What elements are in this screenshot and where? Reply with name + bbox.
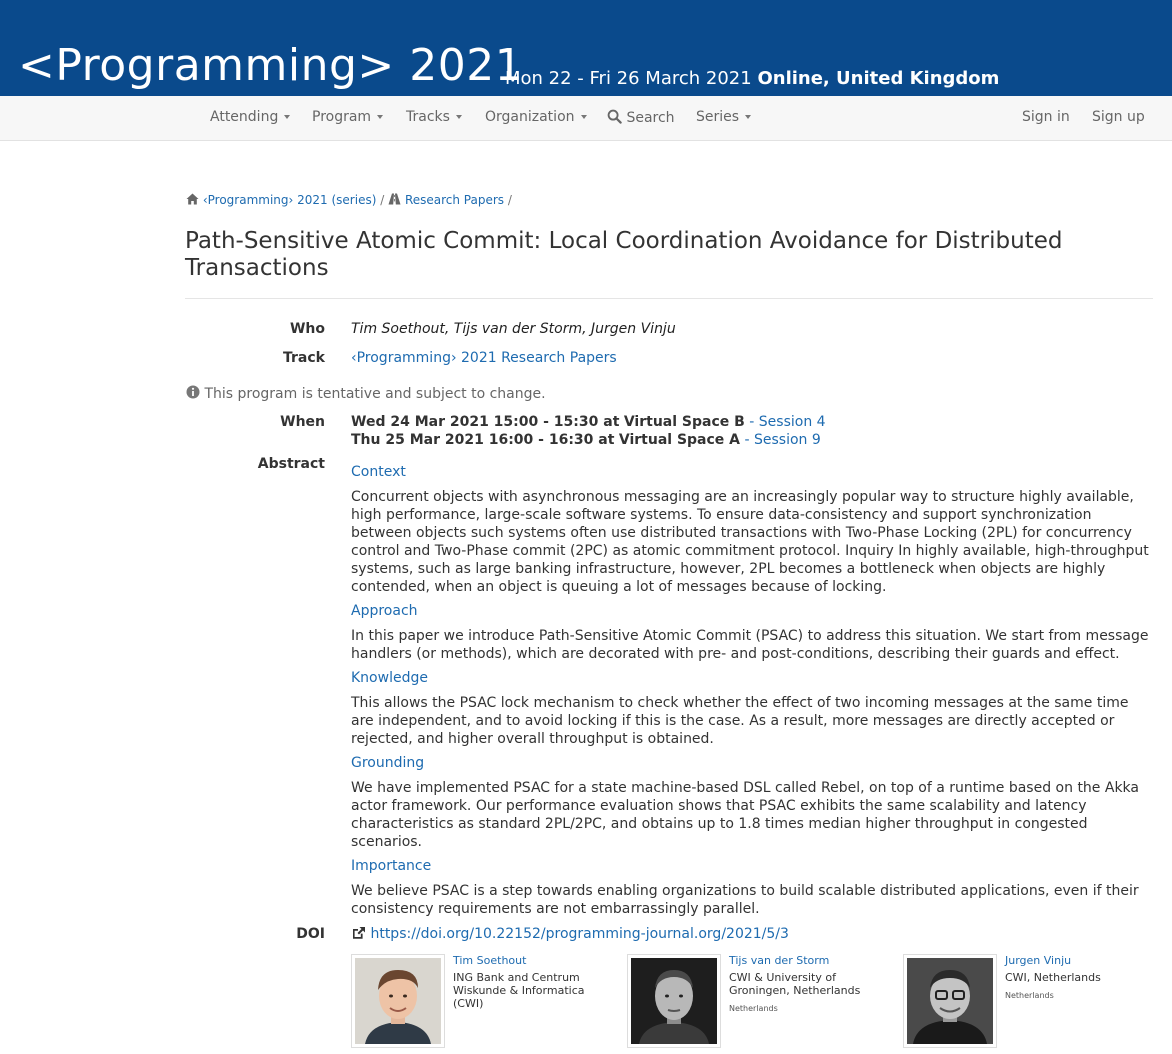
author-name[interactable]: Tim Soethout [351, 321, 445, 337]
info-icon [186, 385, 200, 399]
track-label: Track [283, 350, 325, 366]
breadcrumb-separator: / [380, 193, 385, 207]
abstract-heading: Grounding [351, 755, 425, 771]
home-icon [186, 193, 199, 205]
breadcrumb [186, 193, 512, 207]
nav-tracks[interactable] [406, 109, 462, 125]
page-title: Path-Sensitive Atomic Commit: Local Coordination Avoidance for Distributed Transactions [185, 228, 1063, 281]
session-slot: Wed 24 Mar 2021 15:00 - 15:30 at Virtual Space B - Session 4 [351, 414, 826, 430]
abstract-heading: Knowledge [351, 670, 428, 686]
nav-program[interactable] [312, 109, 383, 125]
tentative-notice [186, 385, 546, 402]
caret-down-icon [456, 115, 462, 119]
session-time: Thu 25 Mar 2021 16:00 - 16:30 at [351, 432, 615, 448]
who-label: Who [289, 321, 325, 337]
abstract-paragraph: We have implemented PSAC for a state machine-based DSL called Rebel, on top of a runtime based on the Akka actor framework. Our performance evaluation shows that PSAC exhibits the same scalability and latency characteristics as standard 2PL/2PC, and obtains up to 1.8 times median higher throughput in congested scenarios. [351, 780, 1139, 850]
abstract-heading: Importance [351, 858, 432, 874]
tentative-text: This program is tentative and subject to change. [204, 386, 546, 402]
nav-attending[interactable] [210, 109, 290, 125]
caret-down-icon [581, 115, 587, 119]
nav-search[interactable] [607, 109, 675, 126]
person-country: Netherlands [1005, 991, 1054, 1000]
author-name[interactable]: Tijs van der Storm [453, 321, 583, 337]
breadcrumb-series[interactable]: (series) [331, 193, 377, 207]
abstract-body [351, 463, 1153, 924]
nav-organization[interactable] [485, 109, 587, 125]
nav-attending-label: Attending [210, 109, 279, 125]
person-country: Netherlands [729, 1004, 778, 1013]
conference-header [0, 0, 1172, 96]
person-name-link[interactable]: Tim Soethout [453, 954, 527, 967]
caret-down-icon [745, 115, 751, 119]
breadcrumb-separator: / [507, 193, 512, 207]
person-affiliation: CWI & University of Groningen, Netherlands [729, 971, 861, 997]
breadcrumb-conference[interactable]: ‹Programming› 2021 [202, 193, 328, 207]
person-name-link[interactable]: Tijs van der Storm [729, 954, 830, 967]
authors-list: Tim Soethout, Tijs van der Storm, Jurgen Vinju [351, 321, 676, 337]
conference-location: Online, United Kingdom [757, 68, 1000, 89]
title-divider [185, 298, 1153, 299]
abstract-paragraph: In this paper we introduce Path-Sensitive Atomic Commit (PSAC) to address this situation. We start from message handlers (or methods), which are decorated with pre- and post-conditions, describing their guards and effect. [351, 628, 1149, 662]
nav-series-label: Series [696, 109, 740, 125]
doi-label: DOI [296, 926, 325, 942]
track-link[interactable]: ‹Programming› 2021 Research Papers [351, 350, 617, 366]
sign-up-link[interactable]: Sign up [1092, 109, 1145, 125]
portrait-image [907, 958, 993, 1044]
portrait-image [355, 958, 441, 1044]
person-name-link[interactable]: Jurgen Vinju [1005, 954, 1072, 967]
abstract-label: Abstract [257, 456, 325, 472]
doi-link[interactable]: https://doi.org/10.22152/programming-journal.org/2021/5/3 [370, 926, 789, 942]
author-name[interactable]: Jurgen Vinju [591, 321, 676, 337]
road-icon [388, 193, 401, 205]
session-room-link[interactable]: Virtual Space B [623, 414, 745, 430]
sign-in-link[interactable]: Sign in [1022, 109, 1070, 125]
avatar[interactable] [351, 954, 445, 1048]
person-affiliation: CWI, Netherlands [1005, 971, 1101, 984]
conference-dates [505, 68, 999, 89]
date-range: Mon 22 - Fri 26 March 2021 [505, 68, 752, 89]
caret-down-icon [284, 115, 290, 119]
abstract-paragraph: This allows the PSAC lock mechanism to check whether the effect of two incoming messages at the same time are independent, and to avoid locking if this is the case. As a result, more messages are directly accepted or rejected, and higher overall throughput is obtained. [351, 695, 1129, 747]
caret-down-icon [377, 115, 383, 119]
person-affiliation: ING Bank and Centrum Wiskunde & Informatica (CWI) [453, 971, 585, 1010]
nav-series[interactable] [696, 109, 751, 125]
abstract-heading: Approach [351, 603, 418, 619]
portrait-image [631, 958, 717, 1044]
avatar[interactable] [903, 954, 997, 1048]
conference-title[interactable]: <Programming> 2021 [18, 40, 524, 91]
session-time: Wed 24 Mar 2021 15:00 - 15:30 at [351, 414, 620, 430]
nav-tracks-label: Tracks [406, 109, 450, 125]
external-link-icon [351, 926, 366, 940]
session-link[interactable]: Session 9 [753, 432, 821, 448]
nav-search-label: Search [626, 110, 675, 126]
abstract-heading: Context [351, 464, 406, 480]
session-link[interactable]: Session 4 [758, 414, 826, 430]
session-slot: Thu 25 Mar 2021 16:00 - 16:30 at Virtual Space A - Session 9 [351, 432, 821, 448]
abstract-paragraph: We believe PSAC is a step towards enabling organizations to build scalable distributed applications, even if their consistency requirements are not embarrassingly parallel. [351, 883, 1139, 917]
main-nav [0, 96, 1172, 141]
breadcrumb-series-label: series [336, 193, 372, 207]
avatar[interactable] [627, 954, 721, 1048]
when-label: When [280, 414, 325, 430]
doi-row [351, 926, 789, 942]
nav-program-label: Program [312, 109, 372, 125]
abstract-paragraph: Concurrent objects with asynchronous messaging are an increasingly popular way to structure highly available, high performance, large-scale software systems. To ensure data-consistency and support synchronization between objects such systems often use distributed transactions with Two-Phase Locking (2PL) for concurrency control and Two-Phase commit (2PC) as atomic commitment protocol. Inquiry In highly available, high-throughput systems, such as large banking infrastructure, however, 2PL becomes a bottleneck when objects are highly contended, when an object is queuing a lot of messages because of locking. [351, 489, 1149, 595]
search-icon [607, 109, 622, 124]
nav-organization-label: Organization [485, 109, 575, 125]
breadcrumb-track[interactable]: Research Papers [404, 193, 505, 207]
session-room-link[interactable]: Virtual Space A [618, 432, 741, 448]
